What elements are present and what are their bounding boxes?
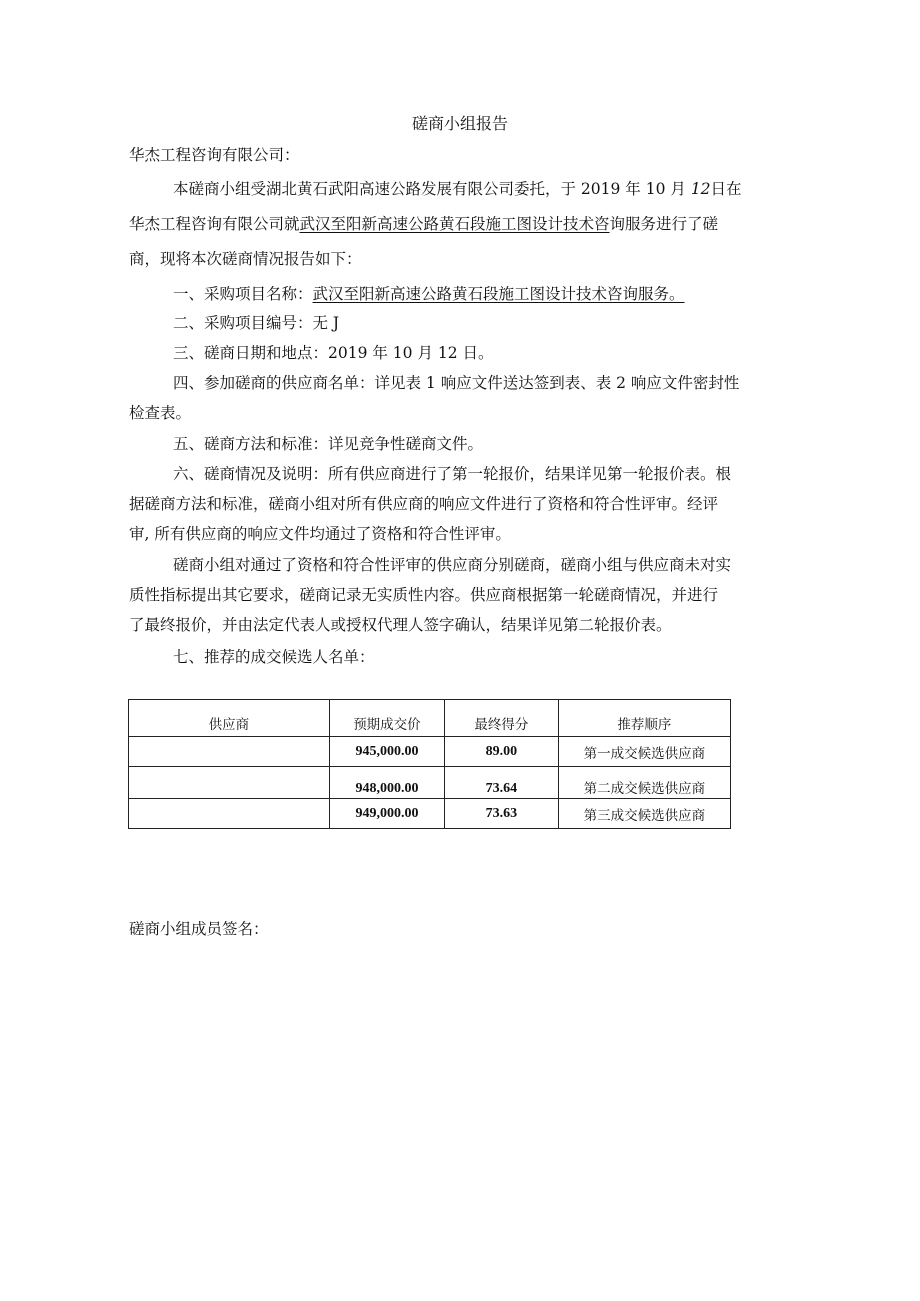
table-header-row bbox=[129, 700, 731, 737]
table-row bbox=[129, 767, 731, 799]
cell-score: 89.00 bbox=[445, 737, 559, 767]
cell-supplier bbox=[129, 767, 330, 799]
item-situation-line-1: 六、磋商情况及说明：所有供应商进行了第一轮报价，结果详见第一轮报价表。根 bbox=[173, 465, 732, 483]
item-suppliers-line-1: 四、参加磋商的供应商名单：详见表 1 响应文件送达签到表、表 2 响应文件密封性 bbox=[173, 374, 740, 392]
paragraph-negotiation-line-3: 了最终报价，并由法定代表人或授权代理人签字确认，结果详见第二轮报价表。 bbox=[129, 616, 672, 634]
cell-score: 73.64 bbox=[445, 767, 559, 799]
intro-consultant: 华杰工程咨询有限公司就 bbox=[129, 215, 300, 233]
header-score: 最终得分 bbox=[445, 700, 559, 737]
cell-rank: 第二成交候选供应商 bbox=[558, 767, 730, 799]
intro-line-1 bbox=[173, 177, 742, 199]
table-row bbox=[129, 799, 731, 829]
cell-price: 949,000.00 bbox=[329, 799, 444, 829]
paragraph-negotiation-line-1: 磋商小组对通过了资格和符合性评审的供应商分别磋商，磋商小组与供应商未对实 bbox=[173, 556, 732, 574]
cell-score: 73.63 bbox=[445, 799, 559, 829]
intro-line-2 bbox=[129, 212, 718, 234]
header-rank: 推荐顺序 bbox=[558, 700, 730, 737]
table-row bbox=[129, 737, 731, 767]
item-project-name bbox=[173, 282, 685, 304]
item-suppliers-line-2: 检查表。 bbox=[129, 404, 192, 422]
candidates-table bbox=[128, 699, 731, 829]
item-project-name-label: 一、采购项目名称： bbox=[173, 285, 313, 303]
cell-supplier bbox=[129, 737, 330, 767]
cell-rank: 第一成交候选供应商 bbox=[558, 737, 730, 767]
intro-service: 询服务进行了磋 bbox=[609, 215, 719, 233]
item-project-name-value: 武汉至阳新高速公路黄石段施工图设计技术咨询服务。 bbox=[312, 285, 685, 303]
item-project-number: 二、采购项目编号：无 J bbox=[173, 314, 340, 332]
cell-price: 948,000.00 bbox=[329, 767, 444, 799]
paragraph-negotiation-line-2: 质性指标提出其它要求，磋商记录无实质性内容。供应商根据第一轮磋商情况，并进行 bbox=[129, 586, 719, 604]
cell-supplier bbox=[129, 799, 330, 829]
item-date-place: 三、磋商日期和地点：2019 年 10 月 12 日。 bbox=[173, 344, 494, 362]
item-method: 五、磋商方法和标准：详见竞争性磋商文件。 bbox=[173, 435, 484, 453]
intro-text-b: 日在 bbox=[710, 180, 742, 198]
intro-day: 12 bbox=[690, 180, 711, 198]
item-situation-line-2: 据磋商方法和标准，磋商小组对所有供应商的响应文件进行了资格和符合性评审。经评 bbox=[129, 495, 719, 513]
intro-project-name: 武汉至阳新高速公路黄石段施工图设计技术咨 bbox=[299, 215, 610, 233]
item-candidates: 七、推荐的成交候选人名单： bbox=[173, 648, 375, 666]
addressee: 华杰工程咨询有限公司： bbox=[129, 146, 300, 164]
intro-text-a: 本磋商小组受湖北黄石武阳高速公路发展有限公司委托，于 2019 年 10 月 bbox=[173, 180, 691, 198]
cell-price: 945,000.00 bbox=[329, 737, 444, 767]
intro-line-3: 商，现将本次磋商情况报告如下： bbox=[129, 250, 362, 268]
page-title: 磋商小组报告 bbox=[411, 114, 508, 133]
signature-label: 磋商小组成员签名： bbox=[129, 920, 269, 938]
cell-rank: 第三成交候选供应商 bbox=[558, 799, 730, 829]
header-price: 预期成交价 bbox=[329, 700, 444, 737]
header-supplier: 供应商 bbox=[129, 700, 330, 737]
item-situation-line-3: 审, 所有供应商的响应文件均通过了资格和符合性评审。 bbox=[129, 525, 511, 543]
